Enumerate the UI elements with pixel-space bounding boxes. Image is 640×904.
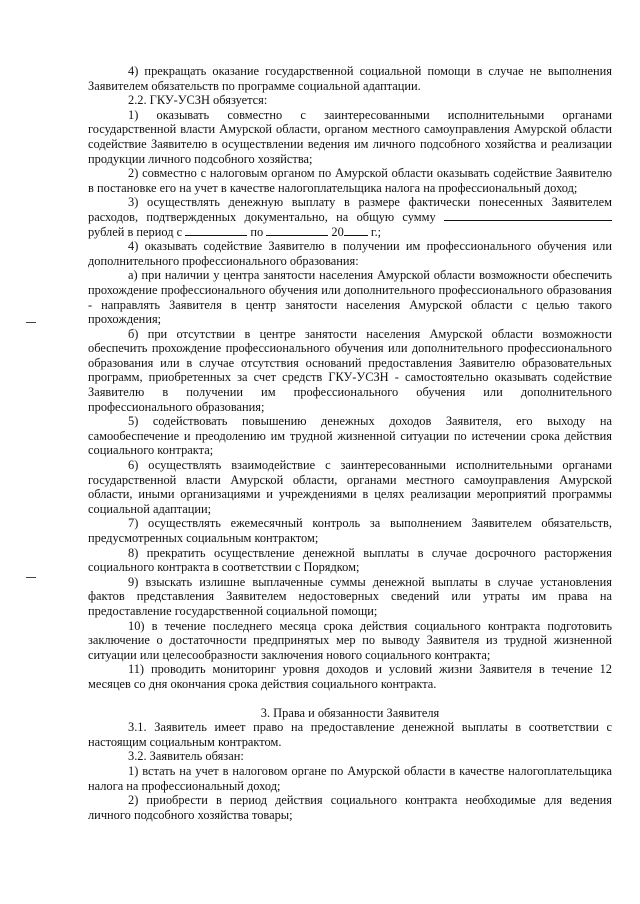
year-prefix: 20 — [331, 224, 344, 239]
year-blank — [344, 225, 368, 236]
year-suffix: г.; — [370, 224, 382, 239]
paragraph: 4) прекращать оказание государственной социальной помощи в случае не выполнения Заявителем обязательств по программе социальной адаптации. — [88, 64, 612, 93]
margin-mark — [26, 322, 36, 323]
payment-paragraph — [88, 195, 612, 239]
paragraph: 9) взыскать излишне выплаченные суммы денежной выплаты в случае установления фактов представления Заявителем недостоверных сведений или утраты им права на предоставление государственной социальной помощи; — [88, 574, 612, 618]
paragraph: 4) оказывать содействие Заявителю в получении им профессионального обучения или дополнительного профессионального образования: — [88, 239, 612, 268]
paragraph: 3.1. Заявитель имеет право на предоставление денежной выплаты в соответствии с настоящим социальным контрактом. — [88, 720, 612, 749]
date-from-blank — [185, 225, 247, 236]
paragraph: 1) встать на учет в налоговом органе по Амурской области в качестве налогоплательщика налога на профессиональный доход; — [88, 763, 612, 793]
paragraph: 3.2. Заявитель обязан: — [128, 749, 244, 764]
payment-text: 3) осуществлять денежную выплату в размере фактически понесенных Заявителем расходов, подтвержденных документально, на общую сумму — [88, 195, 612, 224]
paragraph: 7) осуществлять ежемесячный контроль за выполнением Заявителем обязательств, предусмотренных социальным контрактом; — [88, 516, 612, 545]
paragraph: 5) содействовать повышению денежных доходов Заявителя, его выходу на самообеспечение и преодолению им трудной жизненной ситуации по истечении срока действия социального контракта; — [88, 414, 612, 458]
date-to-blank — [266, 225, 328, 236]
po-text: по — [250, 224, 264, 239]
document-page — [88, 64, 612, 822]
rubles-text: рублей в период с — [88, 224, 183, 239]
paragraph: 6) осуществлять взаимодействие с заинтересованными исполнительными органами государственной власти Амурской области, органами местного самоуправления Амурской области, иными организациями и учреждениями в целях реализации мероприятий программы социальной адаптации; — [88, 458, 612, 516]
section-3-heading: 3. Права и обязанности Заявителя — [260, 705, 440, 720]
section-2-2: 2.2. ГКУ-УСЗН обязуется: — [128, 93, 268, 108]
amount-blank — [444, 210, 612, 221]
paragraph: б) при отсутствии в центре занятости населения Амурской области возможности обеспечить прохождение профессионального обучения или дополнительного профессионального образования или в случае отсутствия оснований предоставления Заявителю образовательных программ, приобретенных за счет средств ГКУ-УСЗН - самостоятельно оказывать содействие Заявителю в получении им профессионального обучения или дополнительного профессионального образования; — [88, 326, 612, 414]
paragraph: 10) в течение последнего месяца срока действия социального контракта подготовить заключение о достаточности предпринятых мер по выводу Заявителя из трудной жизненной ситуации или целесообразности заключения нового социального контракта; — [88, 618, 612, 662]
paragraph: 2) приобрести в период действия социального контракта необходимые для ведения личного подсобного хозяйства товары; — [88, 793, 612, 822]
paragraph: а) при наличии у центра занятости населения Амурской области возможности обеспечить прохождение профессионального обучения или дополнительного профессионального образования - направлять Заявителя в центр занятости населения Амурской области с целью такого прохождения; — [88, 268, 612, 327]
margin-mark — [26, 577, 36, 578]
paragraph: 11) проводить мониторинг уровня доходов и условий жизни Заявителя в течение 12 месяцев со дня окончания срока действия социального контракта. — [88, 662, 612, 691]
paragraph: 1) оказывать совместно с заинтересованными исполнительными органами государственной власти Амурской области, органом местного самоуправления Амурской области содействие Заявителю в осуществлении ведения им личного подсобного хозяйства и реализации продукции личного подсобного хозяйства; — [88, 107, 612, 166]
paragraph: 2) совместно с налоговым органом по Амурской области оказывать содействие Заявителю в постановке его на учет в качестве налогоплательщика налога на профессиональный доход; — [88, 166, 612, 195]
paragraph: 8) прекратить осуществление денежной выплаты в случае досрочного расторжения социального контракта в соответствии с Порядком; — [88, 545, 612, 575]
